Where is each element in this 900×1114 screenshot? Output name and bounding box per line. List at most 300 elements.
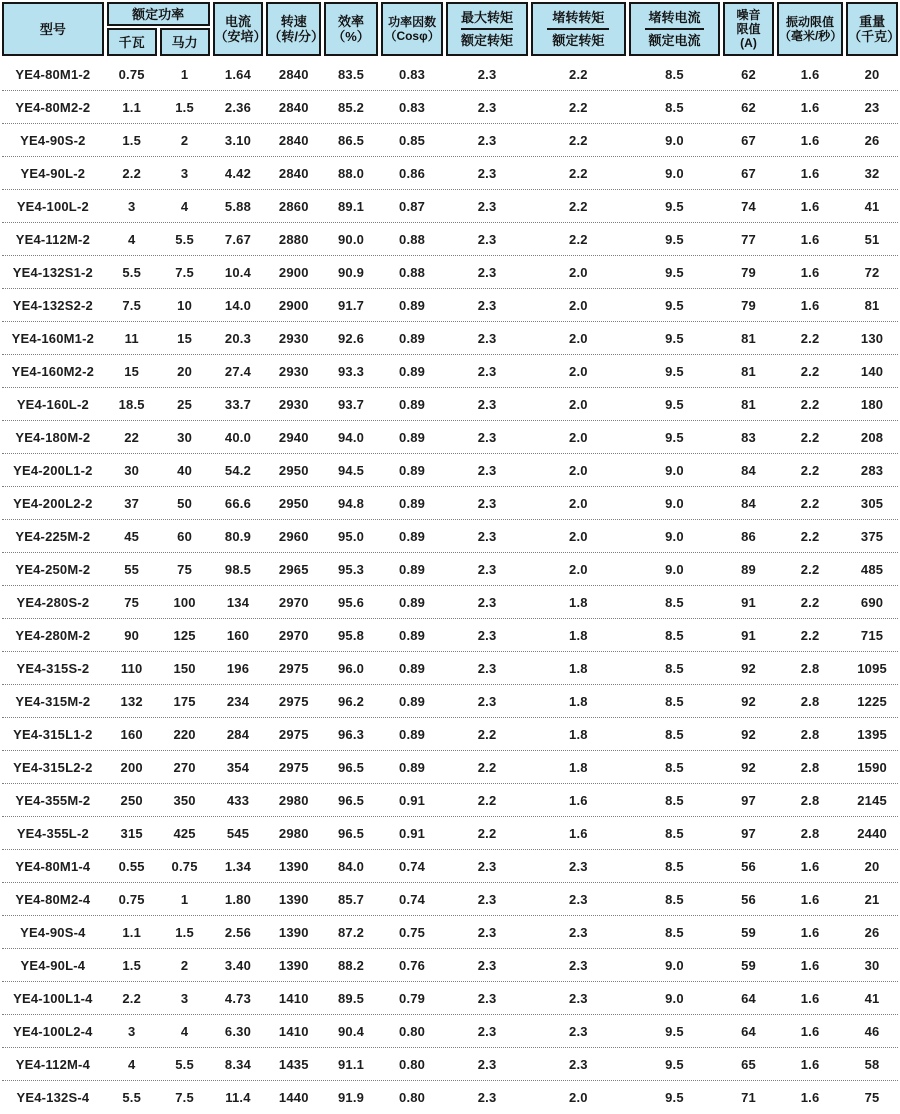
value-cell: 92 [741,726,756,742]
value-cell: 3.10 [224,132,252,148]
value-cell: 2.3 [477,198,497,214]
value-cell: 125 [173,627,196,643]
value-cell: 715 [860,627,884,643]
value-cell: 11.4 [225,1090,251,1105]
header-weight-line1: 重量 [859,14,886,29]
fraction-bar [547,28,609,30]
value-cell: 91 [741,627,756,643]
value-cell: 2840 [278,132,309,148]
value-cell: 2840 [278,66,309,82]
value-cell: 6.30 [224,1023,252,1039]
value-cell: 150 [173,660,196,676]
value-cell: 2.2 [800,330,820,346]
value-cell: 30 [124,462,140,478]
header-current-line2: （安培） [214,29,267,44]
value-cell: 8.34 [224,1056,252,1072]
value-cell: 2940 [278,429,309,445]
value-cell: 9.0 [665,132,684,148]
value-cell: 2.3 [477,1056,497,1072]
model-cell: YE4-160L-2 [16,396,89,412]
value-cell: 25 [177,396,193,412]
value-cell: 160 [120,726,143,742]
value-cell: 2860 [278,198,309,214]
value-cell: 3 [127,1023,136,1039]
table-row [2,619,898,652]
value-cell: 0.89 [399,495,426,511]
value-cell: 81 [741,330,756,346]
value-cell: 2.8 [800,759,820,775]
value-cell: 2.3 [477,693,497,709]
header-locked-torque-numerator: 堵转转矩 [552,10,605,25]
value-cell: 40 [177,462,193,478]
value-cell: 1.6 [800,924,820,940]
value-cell: 4.73 [224,990,252,1006]
value-cell: 33.7 [224,396,252,412]
header-efficiency [324,2,378,56]
value-cell: 75 [124,594,140,610]
value-cell: 2840 [278,165,309,181]
value-cell: 9.5 [665,330,684,346]
model-cell: YE4-100L-2 [16,198,89,214]
value-cell: 1.5 [175,99,194,115]
value-cell: 2.3 [477,957,497,973]
value-cell: 0.74 [399,891,426,907]
value-cell: 97 [741,825,756,841]
value-cell: 305 [860,495,884,511]
model-cell: YE4-100L2-4 [13,1023,93,1039]
value-cell: 3 [180,990,189,1006]
value-cell: 3.40 [224,957,252,973]
value-cell: 15 [177,330,193,346]
value-cell: 2900 [278,264,309,280]
value-cell: 0.91 [399,825,426,841]
value-cell: 9.5 [665,1023,684,1039]
value-cell: 1.8 [569,726,588,742]
value-cell: 1.6 [569,792,588,808]
value-cell: 74 [741,198,756,214]
model-cell: YE4-280S-2 [16,594,90,610]
value-cell: 134 [226,594,250,610]
value-cell: 1.6 [800,297,820,313]
value-cell: 5.5 [175,231,194,247]
value-cell: 2.3 [477,66,497,82]
value-cell: 90.9 [337,264,365,280]
value-cell: 2.2 [122,165,142,181]
model-cell: YE4-80M1-2 [15,66,91,82]
model-cell: YE4-355M-2 [15,792,91,808]
value-cell: 2.0 [569,462,588,478]
value-cell: 2.8 [800,825,820,841]
value-cell: 1.6 [800,165,820,181]
value-cell: 94.5 [337,462,365,478]
value-cell: 20 [864,66,880,82]
value-cell: 1.6 [800,891,820,907]
value-cell: 75 [177,561,193,577]
header-max-torque-denominator: 额定转矩 [461,33,514,48]
value-cell: 2.0 [569,429,588,445]
value-cell: 2.2 [800,561,820,577]
value-cell: 2.3 [477,990,497,1006]
value-cell: 2.3 [569,924,588,940]
header-rated-power-subrow [107,28,210,56]
value-cell: 2970 [278,594,309,610]
value-cell: 64 [741,990,756,1006]
value-cell: 75 [864,1090,880,1105]
value-cell: 1.80 [224,891,252,907]
value-cell: 3 [127,198,136,214]
value-cell: 2.2 [569,66,588,82]
value-cell: 2.2 [569,198,588,214]
value-cell: 425 [173,825,196,841]
value-cell: 2.2 [569,231,588,247]
table-row [2,256,898,289]
value-cell: 2.8 [800,792,820,808]
table-body [2,58,898,1114]
value-cell: 18.5 [118,396,145,412]
table-row [2,718,898,751]
value-cell: 91.7 [337,297,365,313]
value-cell: 0.89 [399,693,426,709]
value-cell: 2.3 [477,561,497,577]
model-cell: YE4-132S1-2 [12,264,93,280]
header-locked-current-denominator: 额定电流 [648,33,701,48]
value-cell: 2.3 [477,1023,497,1039]
table-row [2,850,898,883]
value-cell: 30 [177,429,193,445]
value-cell: 9.5 [665,1056,684,1072]
value-cell: 2.3 [477,924,497,940]
model-cell: YE4-90L-4 [20,957,86,973]
value-cell: 81 [741,363,756,379]
value-cell: 58 [864,1056,880,1072]
value-cell: 41 [864,990,880,1006]
header-locked-current-ratio [629,2,720,56]
value-cell: 0.88 [399,231,426,247]
value-cell: 3 [180,165,189,181]
value-cell: 350 [173,792,196,808]
value-cell: 2.3 [477,627,497,643]
value-cell: 2.0 [569,396,588,412]
value-cell: 4 [127,231,136,247]
value-cell: 545 [226,825,250,841]
model-cell: YE4-280M-2 [15,627,91,643]
value-cell: 94.8 [337,495,365,511]
value-cell: 93.7 [337,396,365,412]
value-cell: 2.0 [569,297,588,313]
value-cell: 0.75 [118,66,145,82]
value-cell: 89.1 [337,198,365,214]
value-cell: 1.6 [569,825,588,841]
value-cell: 2.2 [800,594,820,610]
value-cell: 1.6 [800,1056,820,1072]
model-cell: YE4-80M2-4 [15,891,91,907]
value-cell: 41 [864,198,880,214]
value-cell: 81 [864,297,880,313]
value-cell: 9.5 [665,297,684,313]
value-cell: 0.83 [399,99,426,115]
value-cell: 96.5 [337,792,365,808]
value-cell: 9.0 [665,165,684,181]
value-cell: 98.5 [224,561,252,577]
value-cell: 91.9 [337,1090,365,1105]
value-cell: 250 [120,792,143,808]
model-cell: YE4-315M-2 [15,693,91,709]
value-cell: 85.7 [337,891,365,907]
value-cell: 2.3 [477,363,497,379]
value-cell: 0.55 [118,858,145,874]
header-hp-label: 马力 [171,34,198,50]
model-cell: YE4-315S-2 [16,660,90,676]
value-cell: 88.0 [337,165,365,181]
value-cell: 27.4 [224,363,252,379]
value-cell: 5.88 [224,198,252,214]
value-cell: 2.3 [477,297,497,313]
value-cell: 96.5 [337,759,365,775]
value-cell: 2880 [278,231,309,247]
value-cell: 130 [860,330,884,346]
value-cell: 2960 [278,528,309,544]
header-locked-torque-ratio [531,2,626,56]
value-cell: 110 [120,660,143,676]
value-cell: 50 [177,495,193,511]
header-speed [266,2,325,56]
value-cell: 85.2 [337,99,365,115]
value-cell: 8.5 [665,759,684,775]
header-rated-power [107,2,210,26]
value-cell: 96.3 [337,726,365,742]
value-cell: 94.0 [337,429,365,445]
value-cell: 90 [124,627,140,643]
header-power-factor-line2: （Cosφ） [384,29,440,43]
value-cell: 1390 [278,891,309,907]
value-cell: 9.0 [665,561,684,577]
table-row [2,553,898,586]
value-cell: 22 [124,429,140,445]
value-cell: 9.0 [665,957,684,973]
table-row [2,355,898,388]
value-cell: 2.0 [569,495,588,511]
value-cell: 14.0 [224,297,252,313]
value-cell: 0.91 [399,792,426,808]
value-cell: 2.3 [569,891,588,907]
value-cell: 46 [864,1023,880,1039]
value-cell: 10.4 [224,264,252,280]
value-cell: 140 [860,363,884,379]
value-cell: 2.8 [800,726,820,742]
table-row [2,421,898,454]
value-cell: 32 [864,165,880,181]
value-cell: 88.2 [337,957,365,973]
header-model-label: 型号 [39,21,66,37]
value-cell: 96.5 [337,825,365,841]
model-cell: YE4-90S-4 [20,924,86,940]
value-cell: 93.3 [337,363,365,379]
value-cell: 0.89 [399,627,426,643]
value-cell: 1435 [278,1056,309,1072]
value-cell: 1.6 [800,231,820,247]
header-max-torque-ratio [446,2,528,56]
value-cell: 0.89 [399,297,426,313]
value-cell: 2.2 [477,726,497,742]
header-noise-line3: (A) [740,36,757,50]
value-cell: 1.5 [122,957,142,973]
value-cell: 2.3 [569,990,588,1006]
value-cell: 0.76 [399,957,426,973]
value-cell: 2980 [278,792,309,808]
value-cell: 2.3 [569,858,588,874]
model-cell: YE4-180M-2 [15,429,91,445]
table-row [2,322,898,355]
value-cell: 2.3 [477,231,497,247]
value-cell: 0.88 [399,264,426,280]
value-cell: 2.2 [477,825,497,841]
value-cell: 86 [741,528,756,544]
value-cell: 8.5 [665,726,684,742]
fraction-bar [645,28,704,30]
value-cell: 4 [127,1056,136,1072]
value-cell: 175 [173,693,196,709]
value-cell: 87.2 [337,924,365,940]
value-cell: 9.5 [665,1090,684,1105]
value-cell: 84 [741,495,756,511]
value-cell: 83 [741,429,756,445]
value-cell: 196 [226,660,250,676]
value-cell: 9.5 [665,429,684,445]
table-row [2,487,898,520]
value-cell: 354 [226,759,250,775]
value-cell: 1.34 [224,858,252,874]
value-cell: 0.89 [399,330,426,346]
value-cell: 1.6 [800,1023,820,1039]
value-cell: 2.0 [569,528,588,544]
value-cell: 9.5 [665,264,684,280]
value-cell: 2975 [278,660,309,676]
value-cell: 7.5 [122,297,142,313]
value-cell: 59 [741,924,756,940]
value-cell: 1.6 [800,99,820,115]
value-cell: 1.8 [569,627,588,643]
value-cell: 2.2 [477,759,497,775]
value-cell: 1225 [857,693,887,709]
value-cell: 54.2 [224,462,252,478]
value-cell: 15 [124,363,140,379]
value-cell: 9.0 [665,462,684,478]
value-cell: 79 [741,264,756,280]
header-efficiency-line2: （%） [332,29,370,44]
value-cell: 200 [120,759,143,775]
value-cell: 89.5 [337,990,365,1006]
header-speed-line1: 转速 [280,14,307,29]
value-cell: 2.0 [569,264,588,280]
value-cell: 20.3 [224,330,252,346]
header-locked-current-numerator: 堵转电流 [648,10,701,25]
value-cell: 8.5 [665,693,684,709]
value-cell: 8.5 [665,660,684,676]
value-cell: 8.5 [665,924,684,940]
value-cell: 1.6 [800,66,820,82]
value-cell: 5.5 [122,264,142,280]
value-cell: 7.5 [175,264,194,280]
model-cell: YE4-160M2-2 [11,363,95,379]
header-speed-line2: （转/分） [268,29,325,44]
value-cell: 315 [120,825,143,841]
value-cell: 8.5 [665,99,684,115]
value-cell: 56 [741,858,756,874]
model-cell: YE4-200L2-2 [13,495,93,511]
table-row [2,454,898,487]
value-cell: 1095 [857,660,887,676]
value-cell: 2.2 [800,363,820,379]
value-cell: 4 [180,198,189,214]
value-cell: 60 [177,528,193,544]
value-cell: 1390 [278,858,309,874]
model-cell: YE4-250M-2 [15,561,91,577]
table-row [2,685,898,718]
value-cell: 55 [124,561,140,577]
value-cell: 90.4 [337,1023,365,1039]
value-cell: 83.5 [337,66,365,82]
value-cell: 9.0 [665,528,684,544]
table-row [2,751,898,784]
value-cell: 4 [180,1023,189,1039]
value-cell: 0.89 [399,396,426,412]
header-weight [846,2,898,56]
header-locked-torque-denominator: 额定转矩 [552,33,605,48]
value-cell: 20 [864,858,880,874]
value-cell: 0.85 [399,132,426,148]
value-cell: 2975 [278,759,309,775]
value-cell: 8.5 [665,627,684,643]
value-cell: 7.5 [175,1090,194,1105]
header-kw [107,28,157,56]
value-cell: 284 [226,726,250,742]
value-cell: 0.80 [399,1090,426,1105]
value-cell: 2.3 [477,132,497,148]
value-cell: 5.5 [175,1056,194,1072]
value-cell: 1.6 [800,264,820,280]
model-cell: YE4-100L1-4 [13,990,93,1006]
value-cell: 97 [741,792,756,808]
value-cell: 0.75 [118,891,145,907]
value-cell: 92 [741,693,756,709]
value-cell: 690 [860,594,884,610]
table-row [2,124,898,157]
header-vibration-line2: （毫米/秒） [778,29,843,43]
header-current-line1: 电流 [224,14,251,29]
value-cell: 51 [864,231,880,247]
value-cell: 84.0 [337,858,365,874]
value-cell: 2.3 [569,1056,588,1072]
model-cell: YE4-80M2-2 [15,99,91,115]
header-max-torque-numerator: 最大转矩 [461,10,514,25]
value-cell: 2.3 [477,1090,497,1105]
table-row [2,949,898,982]
value-cell: 90.0 [337,231,365,247]
value-cell: 96.0 [337,660,365,676]
value-cell: 4.42 [224,165,252,181]
value-cell: 67 [741,165,756,181]
value-cell: 8.5 [665,825,684,841]
value-cell: 80.9 [224,528,252,544]
value-cell: 2145 [857,792,887,808]
header-noise-line2: 限值 [736,22,761,36]
model-cell: YE4-80M1-4 [15,858,91,874]
header-kw-label: 千瓦 [118,34,145,50]
value-cell: 1590 [857,759,887,775]
value-cell: 0.89 [399,660,426,676]
value-cell: 2.0 [569,561,588,577]
value-cell: 21 [864,891,880,907]
